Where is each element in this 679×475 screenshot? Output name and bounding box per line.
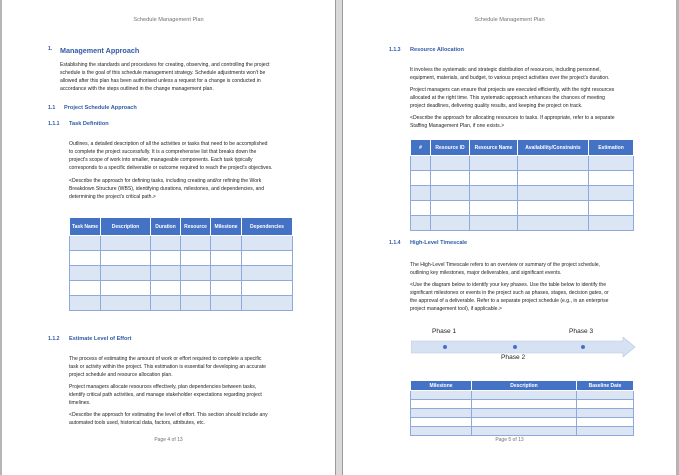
table-header-cell: Dependencies — [242, 218, 293, 236]
table-cell[interactable] — [411, 171, 431, 186]
phase-3-label: Phase 3 — [569, 328, 594, 335]
paragraph-timescale — [410, 261, 632, 277]
section-number: 1.1.3 — [389, 47, 401, 53]
table-cell[interactable] — [577, 400, 634, 409]
phase-3-marker — [581, 345, 585, 349]
document-page-5 — [343, 0, 676, 475]
text-line: project schedule and resource allocation plan. — [69, 372, 173, 379]
table-cell[interactable] — [411, 391, 472, 400]
table-row — [411, 186, 634, 201]
table-header-cell: Milestone — [211, 218, 242, 236]
paragraph-timescale-placeholder — [410, 281, 632, 313]
table-header-cell: Availability/Constraints — [518, 140, 589, 156]
page-header: Schedule Management Plan — [474, 17, 545, 23]
table-header-cell: Resource Name — [470, 140, 518, 156]
paragraph-management-approach — [60, 61, 292, 93]
table-cell[interactable] — [151, 251, 181, 266]
table-row — [411, 400, 634, 409]
table-header-cell: Resource — [181, 218, 211, 236]
text-line: project's scope of work into smaller, manageable components. Each task typically — [69, 157, 253, 164]
table-cell[interactable] — [242, 266, 293, 281]
table-cell[interactable] — [589, 156, 634, 171]
table-cell[interactable] — [181, 251, 211, 266]
paragraph-estimate-effort-2 — [69, 383, 291, 407]
text-line: Staffing Management Plan, if one exists.> — [410, 123, 505, 130]
section-title-management-approach: Management Approach — [60, 46, 140, 55]
table-row — [70, 251, 293, 266]
text-line: determining the project's critical path.> — [69, 194, 156, 201]
paragraph-task-definition — [69, 140, 291, 172]
text-line: corresponds to a specific deliverable or outcome required to reach the project's objectives. — [69, 165, 273, 172]
table-cell[interactable] — [577, 391, 634, 400]
table-cell[interactable] — [411, 400, 472, 409]
table-cell[interactable] — [472, 391, 577, 400]
table-cell[interactable] — [242, 236, 293, 251]
table-cell[interactable] — [181, 281, 211, 296]
table-header-cell: Task Name — [70, 218, 101, 236]
table-cell[interactable] — [70, 251, 101, 266]
table-cell[interactable] — [101, 296, 151, 311]
page-header: Schedule Management Plan — [133, 17, 204, 23]
table-cell[interactable] — [411, 186, 431, 201]
table-row — [411, 216, 634, 231]
table-cell[interactable] — [431, 186, 470, 201]
table-cell[interactable] — [101, 251, 151, 266]
page-footer: Page 5 of 13 — [495, 437, 524, 443]
table-cell[interactable] — [518, 201, 589, 216]
table-header-cell: Description — [101, 218, 151, 236]
text-line: <Describe the approach for estimating the level of effort. This section should include any — [69, 412, 268, 418]
page-gutter — [335, 0, 343, 475]
task-definition-table — [69, 217, 293, 311]
section-number: 1.1.1 — [48, 121, 60, 127]
phase-1-label: Phase 1 — [432, 328, 457, 335]
paragraph-resource-allocation-placeholder — [410, 114, 632, 130]
text-line: timelines. — [69, 400, 91, 407]
text-line: Outlines, a detailed description of all the activities or tasks that need to be accomplished — [69, 141, 268, 147]
paragraph-resource-allocation-2 — [410, 86, 632, 110]
table-cell[interactable] — [431, 216, 470, 231]
text-line: project management tool), if applicable.> — [410, 306, 502, 313]
table-row — [70, 236, 293, 251]
table-cell[interactable] — [518, 216, 589, 231]
table-cell[interactable] — [211, 281, 242, 296]
paragraph-resource-allocation — [410, 66, 632, 82]
section-number: 1.1.2 — [48, 336, 60, 342]
table-cell[interactable] — [411, 409, 472, 418]
table-cell[interactable] — [411, 156, 431, 171]
table-cell[interactable] — [411, 216, 431, 231]
table-cell[interactable] — [151, 266, 181, 281]
table-row — [411, 409, 634, 418]
table-row — [411, 171, 634, 186]
table-cell[interactable] — [589, 216, 634, 231]
text-line: Project managers can ensure that projects are executed efficiently, with the right resources — [410, 87, 615, 93]
table-cell[interactable] — [472, 427, 577, 436]
table-row — [411, 418, 634, 427]
table-row — [411, 156, 634, 171]
table-cell[interactable] — [589, 171, 634, 186]
text-line: Project managers allocate resources effectively, plan dependencies between tasks, — [69, 384, 257, 390]
text-line: allocated at the right time. This systematic approach enhances the chances of meeting — [410, 95, 605, 102]
table-cell[interactable] — [589, 186, 634, 201]
table-header-cell: Duration — [151, 218, 181, 236]
text-line: Establishing the standards and procedures for creating, observing, and controlling the project — [60, 62, 270, 68]
table-row — [70, 281, 293, 296]
table-cell[interactable] — [70, 266, 101, 281]
text-line: project deadlines, delivering quality results, and keeping the project on track. — [410, 103, 583, 110]
text-line: Breakdown Structure (WBS), identifying durations, milestones, and dependencies, and — [69, 186, 265, 193]
table-cell[interactable] — [70, 296, 101, 311]
table-cell[interactable] — [589, 201, 634, 216]
section-title-task-definition: Task Definition — [69, 121, 109, 127]
table-cell[interactable] — [101, 236, 151, 251]
section-number: 1.1 — [48, 105, 56, 111]
table-cell[interactable] — [211, 296, 242, 311]
section-title-resource-allocation: Resource Allocation — [410, 47, 464, 53]
table-cell[interactable] — [181, 296, 211, 311]
text-line: outlining key milestones, major deliverables, and significant events. — [410, 270, 562, 277]
table-cell[interactable] — [472, 409, 577, 418]
table-cell[interactable] — [181, 236, 211, 251]
text-line: <Use the diagram below to identify your key phases. Use the table below to identify the — [410, 282, 607, 288]
text-line: The process of estimating the amount of work or effort required to complete a specific — [69, 356, 262, 362]
table-row — [70, 296, 293, 311]
table-cell[interactable] — [518, 171, 589, 186]
table-header-cell: Estimation — [589, 140, 634, 156]
text-line: <Describe the approach for allocating resources to tasks. If appropriate, refer to a separate — [410, 115, 615, 121]
table-cell[interactable] — [70, 236, 101, 251]
section-number: 1. — [48, 46, 53, 52]
table-cell[interactable] — [411, 427, 472, 436]
table-header-cell: Baseline Date — [577, 381, 634, 391]
table-cell[interactable] — [470, 171, 518, 186]
phase-1-marker — [443, 345, 447, 349]
table-cell[interactable] — [472, 400, 577, 409]
table-cell[interactable] — [470, 156, 518, 171]
section-number: 1.1.4 — [389, 240, 401, 246]
table-row — [411, 391, 634, 400]
table-cell[interactable] — [472, 418, 577, 427]
table-cell[interactable] — [151, 236, 181, 251]
table-cell[interactable] — [470, 201, 518, 216]
table-header-cell: Resource ID — [431, 140, 470, 156]
text-line: It involves the systematic and strategic distribution of resources, including personnel, — [410, 67, 601, 73]
table-cell[interactable] — [470, 216, 518, 231]
document-page-4 — [2, 0, 335, 475]
table-cell[interactable] — [151, 296, 181, 311]
table-cell[interactable] — [242, 251, 293, 266]
table-cell[interactable] — [577, 409, 634, 418]
text-line: <Describe the approach for defining tasks, including creating and/or refining the Work — [69, 178, 262, 184]
section-title-project-schedule-approach: Project Schedule Approach — [64, 105, 137, 111]
table-cell[interactable] — [211, 236, 242, 251]
table-row — [70, 266, 293, 281]
table-cell[interactable] — [431, 156, 470, 171]
section-title-estimate-level-of-effort: Estimate Level of Effort — [69, 336, 132, 342]
paragraph-estimate-effort-placeholder — [69, 411, 291, 427]
table-cell[interactable] — [431, 171, 470, 186]
table-cell[interactable] — [470, 186, 518, 201]
table-cell[interactable] — [518, 186, 589, 201]
text-line: automated tools used, historical data, factors, attributes, etc. — [69, 420, 205, 427]
table-cell[interactable] — [411, 418, 472, 427]
paragraph-estimate-effort — [69, 355, 291, 379]
text-line: The High-Level Timescale refers to an overview or summary of the project schedule, — [410, 262, 600, 268]
table-cell[interactable] — [70, 281, 101, 296]
table-cell[interactable] — [577, 427, 634, 436]
phase-2-label: Phase 2 — [501, 354, 526, 361]
text-line: schedule is the goal of this schedule management strategy. Schedule adjustments won't be — [60, 70, 266, 77]
text-line: the approval of a deliverable. Refer to a separate project schedule (e.g., in an enterprise — [410, 298, 609, 305]
table-cell[interactable] — [211, 266, 242, 281]
table-cell[interactable] — [101, 266, 151, 281]
text-line: accordance with the steps outlined in the change management plan. — [60, 86, 214, 93]
table-header-cell: # — [411, 140, 431, 156]
page-footer: Page 4 of 13 — [154, 437, 183, 443]
table-cell[interactable] — [211, 251, 242, 266]
table-row — [411, 427, 634, 436]
table-cell[interactable] — [242, 281, 293, 296]
table-cell[interactable] — [518, 156, 589, 171]
section-title-high-level-timescale: High-Level Timescale — [410, 240, 468, 246]
table-cell[interactable] — [101, 281, 151, 296]
resource-allocation-table — [410, 139, 634, 231]
table-cell[interactable] — [242, 296, 293, 311]
table-cell[interactable] — [577, 418, 634, 427]
phase-2-marker — [513, 345, 517, 349]
milestone-table — [410, 380, 634, 436]
table-cell[interactable] — [151, 281, 181, 296]
table-cell[interactable] — [181, 266, 211, 281]
text-line: task or activity within the project. This estimation is essential for developing an accurate — [69, 364, 266, 371]
text-line: allowed after this plan has been authorised unless a request for a change is conducted in — [60, 78, 261, 85]
table-header-cell: Milestone — [411, 381, 472, 391]
paragraph-task-definition-placeholder — [69, 177, 291, 201]
table-row — [411, 201, 634, 216]
table-cell[interactable] — [411, 201, 431, 216]
table-header-cell: Description — [472, 381, 577, 391]
table-cell[interactable] — [431, 201, 470, 216]
text-line: identify critical path activities, and manage stakeholder expectations regarding project — [69, 392, 262, 399]
text-line: to complete the project successfully. It is a comprehensive list that breaks down the — [69, 149, 257, 156]
text-line: equipment, materials, and budget, to various project activities over the project's duration. — [410, 75, 610, 82]
text-line: significant milestones or events in the project such as phases, stages, decision gates, or — [410, 290, 609, 297]
